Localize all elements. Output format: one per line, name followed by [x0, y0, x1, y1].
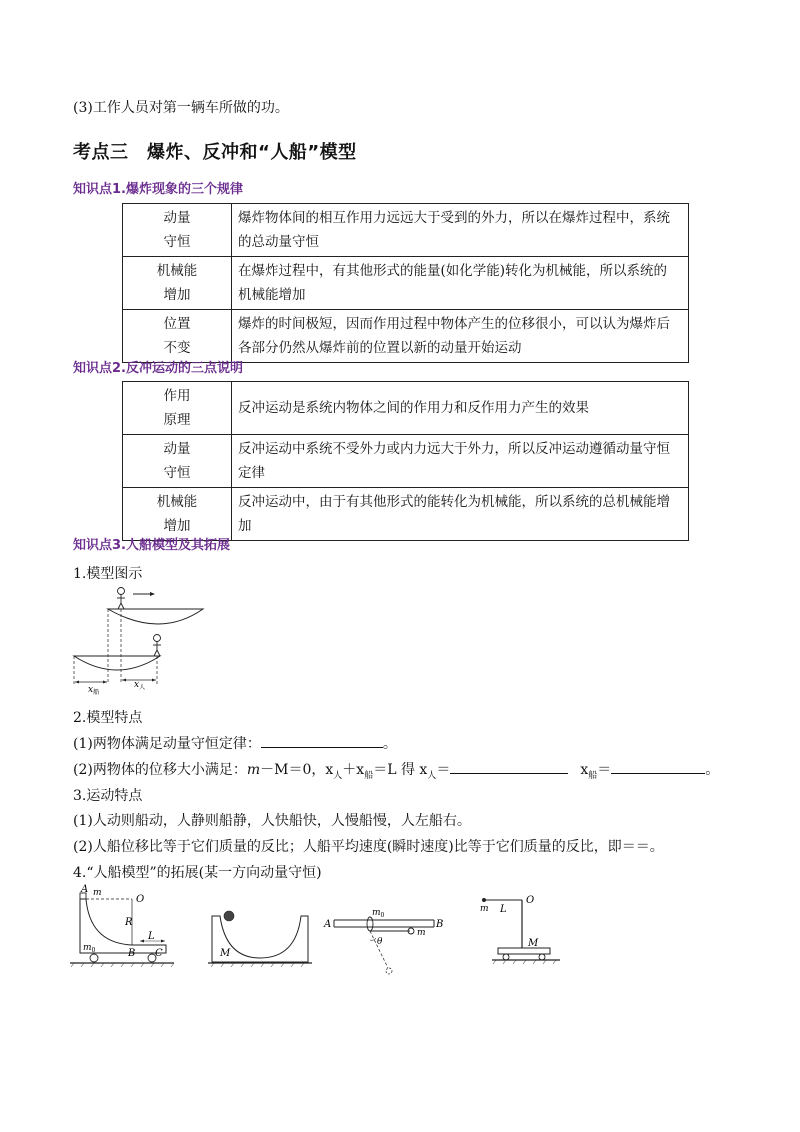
- table-key: [123, 382, 232, 435]
- x-boat-sub: 船: [93, 689, 100, 696]
- fill-blank[interactable]: [611, 759, 705, 774]
- label-m0-sub: 0: [380, 912, 385, 919]
- table-value: [232, 435, 689, 488]
- boat-bottom: [74, 656, 160, 670]
- cart-body: [498, 948, 550, 954]
- m-var: m: [246, 762, 261, 778]
- table-value: [232, 488, 689, 541]
- sub-man: 人: [427, 770, 437, 781]
- eq-part-c: ＋x: [342, 762, 365, 778]
- eq-part-g: ＝: [597, 762, 612, 778]
- eq-part-d: ＝L 得 x: [373, 762, 428, 778]
- label-L: L: [148, 931, 155, 942]
- section-title: 考点三 爆炸、反冲和“人船”模型: [73, 142, 357, 163]
- ring-icon: [367, 917, 373, 931]
- label-m: m: [480, 904, 489, 914]
- eq-part-e: ＝: [436, 762, 451, 778]
- label-R: R: [125, 917, 133, 928]
- key-line1: 动量: [163, 441, 191, 457]
- table-row: [123, 257, 689, 310]
- label-m0: m: [372, 908, 381, 918]
- sub-boat: 船: [588, 770, 598, 781]
- key-line2: 增加: [163, 287, 191, 303]
- x-man-label: x: [134, 680, 140, 690]
- kp3-title: 知识点3.人船模型及其拓展: [73, 538, 230, 553]
- label-O: O: [526, 895, 535, 906]
- svg-text:m0: [372, 908, 385, 919]
- value-line1: 在爆炸过程中，有其他形式的能量(如化学能)转化为机械能，所以系统的: [238, 263, 668, 279]
- svg-text:m0: [83, 943, 96, 954]
- value-line1: 爆炸的时间极短，因而作用过程中物体产生的位移很小，可以认为爆炸后: [238, 316, 670, 332]
- kp1-title: 知识点1.爆炸现象的三个规律: [73, 182, 243, 197]
- feature-2-end: 。: [705, 762, 720, 778]
- motion-1: (1)人动则船动，人静则船静，人快船快，人慢船慢，人左船右。: [73, 813, 471, 829]
- value-line2: 定律: [238, 465, 265, 481]
- label-A: A: [81, 884, 89, 895]
- label-theta: θ: [377, 937, 383, 947]
- value-line2: 加: [238, 518, 252, 534]
- label-M: M: [220, 948, 231, 959]
- subheading-model-figure: 1.模型图示: [73, 566, 143, 582]
- svg-text:x人: [134, 680, 145, 691]
- fill-blank[interactable]: [450, 759, 568, 774]
- value-line2: 各部分仍然从爆炸前的位置以新的动量开始运动: [238, 340, 522, 356]
- boat-top: [108, 609, 203, 624]
- label-M: M: [528, 938, 539, 949]
- motion-2: (2)人船位移比等于它们质量的反比；人船平均速度(瞬时速度)比等于它们质量的反比，即＝＝。: [73, 839, 664, 855]
- label-O: O: [136, 894, 145, 905]
- table-key: [123, 488, 232, 541]
- key-line1: 机械能: [156, 494, 198, 510]
- feature-1-text: (1)两物体满足动量守恒定律：: [73, 736, 261, 752]
- feature-1: [73, 733, 397, 753]
- extension-figure-c: [322, 900, 442, 980]
- table-key: [123, 310, 232, 363]
- key-line1: 动量: [163, 210, 191, 226]
- extension-figure-b: [208, 908, 314, 972]
- sub-man: 人: [333, 770, 343, 781]
- label-L: L: [500, 904, 507, 915]
- label-C: C: [155, 948, 163, 959]
- table-key: [123, 204, 232, 257]
- x-man-sub: 人: [139, 684, 146, 691]
- key-line2: 守恒: [163, 465, 191, 481]
- table-value: [232, 310, 689, 363]
- sub-boat: 船: [364, 770, 374, 781]
- feature-1-end: 。: [382, 736, 397, 752]
- extension-figure-d: [476, 890, 568, 972]
- feature-2: [73, 759, 719, 781]
- table-value: [232, 382, 689, 435]
- eq-part-f: x: [580, 762, 589, 778]
- kp1-table: [122, 203, 689, 363]
- subheading-extension: 4.“人船模型”的拓展(某一方向动量守恒): [73, 865, 322, 881]
- x-boat-label: x: [88, 685, 94, 695]
- table-value: [232, 204, 689, 257]
- subheading-motion-features: 3.运动特点: [73, 788, 143, 804]
- label-m: m: [417, 928, 426, 938]
- fill-blank[interactable]: [261, 733, 383, 748]
- table-value: [232, 257, 689, 310]
- key-line1: 作用: [163, 388, 191, 404]
- ball-icon: [224, 911, 234, 921]
- label-B: B: [128, 948, 136, 959]
- question-text: (3)工作人员对第一辆车所做的功。: [73, 100, 289, 116]
- table-row: [123, 382, 689, 435]
- extension-figure-a: [70, 883, 190, 975]
- man-boat-figure: [70, 584, 210, 696]
- table-row: [123, 204, 689, 257]
- table-row: [123, 488, 689, 541]
- feature-2-text: (2)两物体的位移大小满足：: [73, 762, 247, 778]
- table-row: [123, 310, 689, 363]
- svg-text:x船: [88, 685, 99, 696]
- label-A: A: [324, 919, 332, 930]
- value-line1: 反冲运动中，由于有其他形式的能转化为机械能，所以系统的总机械能增: [238, 494, 670, 510]
- man-head-icon: [118, 588, 125, 595]
- table-row: [123, 435, 689, 488]
- kp2-table: [122, 381, 689, 541]
- value-line1: 爆炸物体间的相互作用力远远大于受到的外力，所以在爆炸过程中，系统: [238, 210, 670, 226]
- label-m: m: [93, 888, 102, 898]
- key-line1: 位置: [163, 316, 191, 332]
- subheading-model-features: 2.模型特点: [73, 710, 143, 726]
- key-line1: 机械能: [156, 263, 198, 279]
- value-line1: 反冲运动是系统内物体之间的作用力和反作用力产生的效果: [238, 400, 589, 416]
- key-line2: 不变: [163, 340, 191, 356]
- label-m0-sub: 0: [91, 947, 96, 954]
- table-key: [123, 435, 232, 488]
- label-m0: m: [83, 943, 92, 953]
- key-line2: 增加: [163, 518, 191, 534]
- key-line2: 守恒: [163, 234, 191, 250]
- table-key: [123, 257, 232, 310]
- man-head-icon: [154, 635, 161, 642]
- label-B: B: [436, 919, 444, 930]
- value-line1: 反冲运动中系统不受外力或内力远大于外力，所以反冲运动遵循动量守恒: [238, 441, 670, 457]
- value-line2: 的总动量守恒: [238, 234, 319, 250]
- kp2-title: 知识点2.反冲运动的三点说明: [73, 361, 243, 376]
- key-line2: 原理: [163, 412, 191, 428]
- value-line2: 机械能增加: [238, 287, 306, 303]
- eq-part-b: －M＝0，x: [260, 762, 334, 778]
